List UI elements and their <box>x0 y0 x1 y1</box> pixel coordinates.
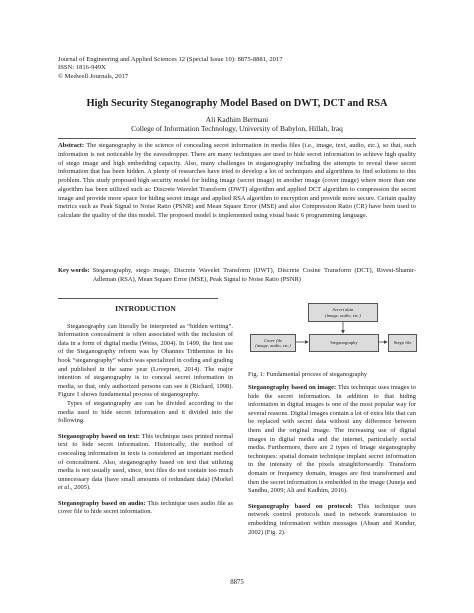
et-al: et al <box>58 484 70 492</box>
abstract-label: Abstract: <box>58 142 85 149</box>
image-steganography-paragraph <box>248 384 416 496</box>
right-column <box>248 384 416 537</box>
section-heading-introduction: INTRODUCTION <box>115 304 176 313</box>
text-steganography-end: ., 2005). <box>69 484 91 492</box>
secret-data-box: Secret data (image, audio, etc.) <box>308 303 378 322</box>
spacer <box>58 426 233 433</box>
protocol-steganography-body: This technique uses network control protocols used in network transmission to embedding information within messages (Ahsan and Kundur, 2002) (Fig. 2). <box>248 502 416 536</box>
figure-1 <box>248 297 416 367</box>
keywords-row <box>58 267 416 285</box>
paper-title: High Security Steganography Model Based on DWT, DCT and RSA <box>86 98 388 109</box>
page-number: 8875 <box>230 579 244 586</box>
stego-file-box: Stego file <box>388 334 417 352</box>
text-steganography-paragraph <box>58 433 233 493</box>
text-steganography-heading: Steganography based on text: <box>58 432 140 440</box>
spacer <box>248 496 416 503</box>
keywords-text: Steganography, stego image, Discrete Wavelet Transform (DWT), Discrete Cosine Transform (DCT), Rivest-Shamir-Adleman (RSA), Mean Square Error (MSE), Peak Signal to Noise Ratio (PSNR) <box>92 267 416 283</box>
steganography-box: Steganography <box>309 334 379 352</box>
keywords <box>58 267 416 285</box>
audio-steganography-heading: Steganography based on audio: <box>58 499 146 507</box>
abstract-text: The steganography is the science of concealing secret information in media files (i.e., image, text, audio, etc.), so that, such information is not noticeable by the eavesdropper. There are many techniques are used to hide secret information to achieve high quality of stego image and high embedding capacity. Also, many challenges in steganography including the attempts to reveal these secret information that has been hidden. A plenty of researches have tried to develop a lot of techniques and algorithms to find solutions to this problem. This study proposed high security model for hiding image (secret image) in another image (cover image) where more than one algorithm has been utilized such as: Discrete Wavelet Transform (DWT) algorithm and applied DCT algorithm to compression the secret image and provide more space for hiding secret image and applied RSA algorithm to encryption and provide more secure. Certain quality metrics such as Peak Signal to Noise Ratio (PSNR) and Mean Square Error (MSE) and also Compression Ratio (CR) have been used to calculate the quality of the this model. The proposed model is implemented using visual basic 6 programming language. <box>58 142 416 219</box>
journal-issn: ISSN: 1816-949X <box>58 64 106 72</box>
audio-steganography-paragraph <box>58 500 233 517</box>
bottom-rule <box>58 298 218 299</box>
text-steganography-body: This technique uses printed normal text to hide secret information. Historically, the method of concealing information in texts is considered an important method of concealment. Also, steganography based on text that utilizing media is not usually used, since, text files do not contain too much unnecessary data (have small amounts of redundant data) (Morkel <box>58 432 233 483</box>
cover-file-box: Cover file (image, audio, etc.) <box>250 334 296 352</box>
intro-paragraph-2: Types of steganography are can be divided according to the media used to hide secret information and it divided into the following. <box>58 399 233 425</box>
protocol-steganography-heading: Steganography based on protocol: <box>248 502 353 510</box>
protocol-steganography-paragraph <box>248 503 416 537</box>
journal-header <box>58 56 283 81</box>
top-rule <box>58 138 416 139</box>
spacer <box>58 493 233 500</box>
author-affiliation: College of Information Technology, University of Babylon, Hillah, Iraq <box>131 124 343 133</box>
image-steganography-heading: Steganography based on image: <box>248 384 337 391</box>
keywords-label: Key words: <box>58 267 90 274</box>
abstract <box>58 142 416 221</box>
journal-copyright: © Medwell Journals, 2017 <box>58 72 129 80</box>
journal-citation: Journal of Engineering and Applied Sciences 12 (Special Issue 10): 8875-8881, 2017 <box>58 56 283 63</box>
image-steganography-body: This technique uses images to hide the secret information. In addition to that hiding information in digital images is one of the most popular way for several reasons. Digital images contain a lot of extra bits that can be replaced with secret data without any difference between them and the original image. The increasing use of digital images in digital media and the internet, particularly social media. Furthermore, there are 2 types of Image steganography techniques: spatial domain technique implant secret information in the intensity of the pixels straightforwardly. Transform domain or frequency domain, images are first transformed and then the secret information is embedded in the image (Juneja and Sandhu, 2009; Ali and Kadhim, 2016). <box>248 384 417 495</box>
author-name: Ali Kadhim Bermani <box>205 115 269 124</box>
left-column <box>58 305 233 517</box>
intro-paragraph-1: Steganography can literally be interpreted as “hidden writing”. Information concealment is often associated with the inclusion of data in a form of digital media (Weiss, 2004). In 1499, the first use of the Steganography reform was by Ohannes Trithemius in his book “steganography” which was specialized in coding and grading and published in the same year (Lovepreet, 2014). The major intention of steganography is to conceal secret information in media, so that, only authorized persons can see it (Richard, 1998). Figure 1 shows fundamental process of steganography. <box>58 322 233 399</box>
audio-steganography-body: This technique uses audio file as cover file to hide secret information. <box>58 499 233 516</box>
figure-caption: Fig. 1: Fundamental process of steganography <box>248 371 368 378</box>
